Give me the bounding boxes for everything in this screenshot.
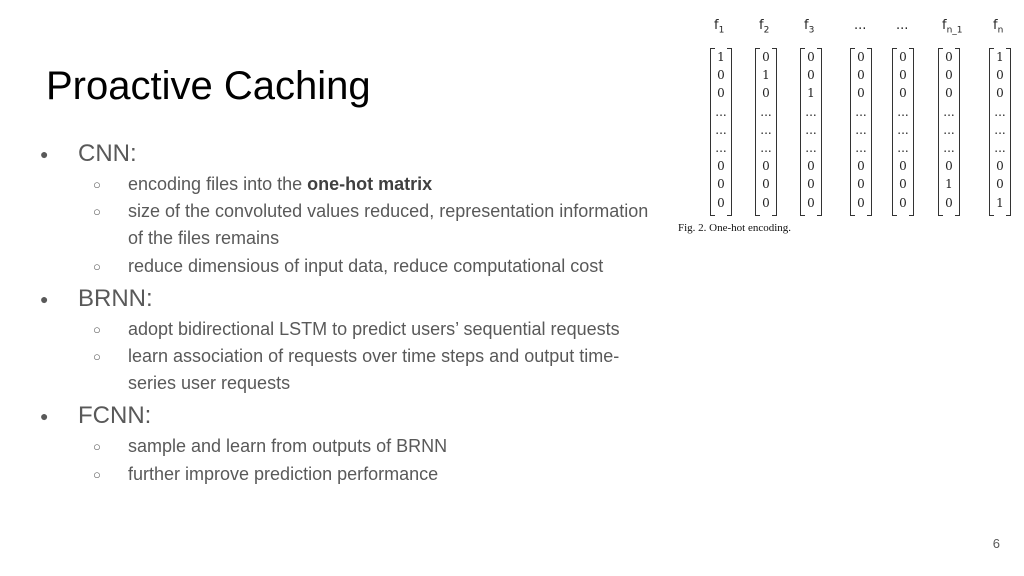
sub-bullet-circle: ○: [93, 322, 101, 337]
one-hot-encoding-figure: [676, 10, 1021, 240]
bullet-fcnn: FCNN:: [78, 402, 152, 429]
sub-bullet-line: further improve prediction performance: [128, 464, 439, 484]
matrix-cell: 0: [762, 159, 770, 174]
matrix-cell: ...: [994, 122, 1006, 137]
matrix-cell: 1: [762, 68, 770, 83]
page-number: 6: [992, 536, 1000, 551]
matrix-cell: ...: [897, 122, 909, 137]
matrix-cell: 0: [807, 50, 815, 64]
matrix-cell: 0: [996, 159, 1004, 174]
matrix-cell: 0: [857, 159, 865, 174]
matrix-cell: 0: [996, 177, 1004, 192]
matrix-cell: ...: [715, 122, 727, 137]
sub-bullet-line: series user requests: [128, 373, 291, 393]
matrix-cell: ...: [943, 122, 955, 137]
matrix-column-header: $f_n$: [993, 18, 1004, 36]
matrix-column: [755, 48, 777, 214]
matrix-cell: 0: [899, 177, 907, 192]
bullet-brnn: BRNN:: [78, 285, 153, 312]
matrix-cell: ...: [715, 141, 727, 155]
matrix-cell: ...: [994, 104, 1006, 119]
matrix-cell: 0: [857, 195, 865, 210]
matrix-cell: 0: [717, 68, 725, 83]
bullet-cnn: CNN:: [78, 140, 137, 167]
bullet-dot: ●: [40, 146, 49, 162]
matrix-cell: 0: [945, 86, 953, 101]
matrix-cell: ...: [855, 122, 867, 137]
matrix-cell: ...: [760, 104, 772, 119]
matrix-column-header: $f_{n\_1}$: [942, 18, 963, 36]
matrix-cell: 0: [945, 159, 953, 174]
matrix-cell: 0: [899, 68, 907, 83]
matrix-cell: 0: [857, 86, 865, 101]
matrix-cell: 1: [996, 195, 1004, 210]
matrix-cell: 0: [899, 159, 907, 174]
matrix-cell: 0: [899, 50, 907, 64]
matrix-cell: 1: [996, 50, 1004, 64]
sub-bullet-circle: ○: [93, 259, 101, 274]
sub-bullet-line: learn association of requests over time steps and output time-: [128, 346, 620, 366]
matrix-cell: 0: [807, 195, 815, 210]
matrix-cell: ...: [994, 141, 1006, 155]
matrix-cell: 0: [899, 86, 907, 101]
matrix-column: [850, 48, 872, 214]
matrix-cell: ...: [897, 141, 909, 155]
matrix-cell: 0: [717, 177, 725, 192]
figure-caption: Fig. 2. One-hot encoding.: [678, 222, 792, 234]
matrix-cell: 0: [717, 159, 725, 174]
matrix-cell: ...: [855, 141, 867, 155]
matrix-column: [892, 48, 914, 214]
sub-bullet-circle: ○: [93, 439, 101, 454]
matrix-cell: ...: [897, 104, 909, 119]
matrix-cell: 0: [996, 68, 1004, 83]
matrix-cell: ...: [760, 141, 772, 155]
matrix-column-header: $f_3$: [804, 18, 815, 36]
matrix-column: [938, 48, 960, 214]
matrix-column-header: ...: [896, 18, 909, 33]
matrix-column: [989, 48, 1011, 214]
matrix-cell: 0: [762, 50, 770, 64]
matrix-cell: ...: [805, 122, 817, 137]
sub-bullet-line: adopt bidirectional LSTM to predict users’ sequential requests: [128, 319, 620, 339]
matrix-cell: 0: [857, 50, 865, 64]
matrix-cell: 0: [717, 86, 725, 101]
matrix-cell: ...: [760, 122, 772, 137]
matrix-cell: 0: [945, 50, 953, 64]
matrix-cell: 0: [717, 195, 725, 210]
sub-bullet-circle: ○: [93, 467, 101, 482]
bold-term: one-hot matrix: [307, 174, 433, 194]
matrix-cell: 0: [762, 177, 770, 192]
sub-bullet-text: encoding files into the: [128, 174, 308, 194]
sub-bullet-line: of the files remains: [128, 228, 280, 248]
matrix-cell: 0: [945, 68, 953, 83]
matrix-column-header: $f_2$: [759, 18, 770, 36]
sub-bullet-line: sample and learn from outputs of BRNN: [128, 436, 448, 456]
matrix-cell: ...: [805, 104, 817, 119]
matrix-column-header: ...: [854, 18, 867, 33]
sub-bullet-circle: ○: [93, 349, 101, 364]
matrix-cell: ...: [715, 104, 727, 119]
sub-bullet-line: size of the convoluted values reduced, representation information: [128, 201, 649, 221]
matrix-cell: 0: [807, 177, 815, 192]
matrix-column: [710, 48, 732, 214]
matrix-column-header: $f_1$: [714, 18, 725, 36]
matrix-cell: 0: [945, 195, 953, 210]
matrix-cell: 1: [807, 86, 815, 101]
matrix-cell: ...: [805, 141, 817, 155]
matrix-cell: 0: [762, 86, 770, 101]
matrix-cell: ...: [855, 104, 867, 119]
bullet-dot: ●: [40, 291, 49, 307]
matrix-column: [800, 48, 822, 214]
matrix-cell: 1: [717, 50, 725, 64]
sub-bullet-onehot: [128, 171, 432, 198]
sub-bullet-line: reduce dimensious of input data, reduce computational cost: [128, 256, 604, 276]
matrix-cell: 0: [857, 177, 865, 192]
matrix-cell: 0: [807, 68, 815, 83]
bullet-dot: ●: [40, 408, 49, 424]
matrix-cell: ...: [943, 104, 955, 119]
slide-title: Proactive Caching: [46, 64, 371, 108]
sub-bullet-circle: ○: [93, 177, 101, 192]
matrix-cell: 0: [807, 159, 815, 174]
matrix-cell: 0: [899, 195, 907, 210]
matrix-cell: 0: [762, 195, 770, 210]
matrix-cell: ...: [943, 141, 955, 155]
matrix-cell: 0: [996, 86, 1004, 101]
matrix-cell: 1: [945, 177, 953, 192]
matrix-cell: 0: [857, 68, 865, 83]
sub-bullet-circle: ○: [93, 204, 101, 219]
